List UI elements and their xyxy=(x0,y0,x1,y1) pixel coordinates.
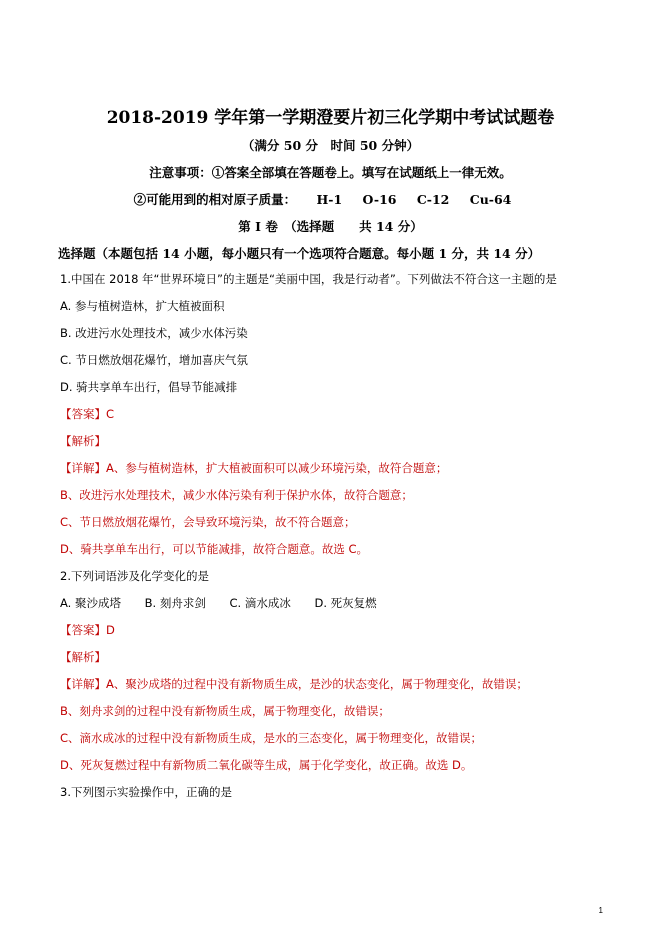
question-2-stem: 2.下列词语涉及化学变化的是 xyxy=(60,569,209,583)
page-number: 1 xyxy=(598,906,603,915)
question-2-option-d: D. 死灰复燃 xyxy=(314,596,377,610)
question-1-detail-d: D、骑共享单车出行，可以节能减排，故符合题意。故选 C。 xyxy=(60,542,369,556)
part-heading: 第 I 卷 （选择题 共 14 分） xyxy=(238,219,423,234)
question-1-stem: 1.中国在 2018 年“世界环境日”的主题是“美丽中国，我是行动者”。下列做法不符合这一主题的是 xyxy=(60,272,557,286)
question-2-options xyxy=(60,595,377,611)
question-1-option-c: C. 节日燃放烟花爆竹，增加喜庆气氛 xyxy=(60,353,248,367)
atomic-mass-h: H-1 xyxy=(316,192,343,207)
question-1-analysis-label: 【解析】 xyxy=(60,434,106,448)
question-2-detail-a: 【详解】A、聚沙成塔的过程中没有新物质生成，是沙的状态变化，属于物理变化，故错误； xyxy=(60,677,528,691)
notes-prefix: ②可能用到的相对原子质量： xyxy=(133,192,297,207)
notes-line-1: 注意事项：①答案全部填在答题卷上。填写在试题纸上一律无效。 xyxy=(149,165,512,180)
question-2-analysis-label: 【解析】 xyxy=(60,650,106,664)
atomic-mass-c: C-12 xyxy=(416,192,450,207)
question-2-detail-c: C、滴水成冰的过程中没有新物质生成，是水的三态变化，属于物理变化，故错误； xyxy=(60,731,483,745)
exam-subtitle: （满分 50 分 时间 50 分钟） xyxy=(241,138,420,153)
question-2-detail-b: B、刻舟求剑的过程中没有新物质生成，属于物理变化，故错误； xyxy=(60,704,390,718)
question-1-option-d: D. 骑共享单车出行，倡导节能减排 xyxy=(60,380,238,394)
question-1-detail-a: 【详解】A、参与植树造林，扩大植被面积可以减少环境污染，故符合题意； xyxy=(60,461,448,475)
section-heading: 选择题（本题包括 14 小题，每小题只有一个选项符合题意。每小题 1 分，共 14 分） xyxy=(58,246,541,261)
question-2-option-b: B. 刻舟求剑 xyxy=(144,596,206,610)
question-2-option-c: C. 滴水成冰 xyxy=(229,596,291,610)
notes-line-2 xyxy=(0,190,661,208)
question-2-detail-d: D、死灰复燃过程中有新物质二氧化碳等生成，属于化学变化，故正确。故选 D。 xyxy=(60,758,473,772)
question-2-option-a: A. 聚沙成塔 xyxy=(60,596,121,610)
atomic-mass-o: O-16 xyxy=(362,192,397,207)
question-3-stem: 3.下列图示实验操作中，正确的是 xyxy=(60,785,232,799)
question-1-detail-c: C、节日燃放烟花爆竹，会导致环境污染，故不符合题意； xyxy=(60,515,356,529)
question-1-detail-b: B、改进污水处理技术，减少水体污染有利于保护水体，故符合题意； xyxy=(60,488,413,502)
question-1-answer: 【答案】C xyxy=(60,407,115,421)
atomic-mass-cu: Cu-64 xyxy=(469,192,512,207)
page-title: 2018-2019 学年第一学期澄要片初三化学期中考试试题卷 xyxy=(106,108,555,128)
question-1-option-b: B. 改进污水处理技术，减少水体污染 xyxy=(60,326,248,340)
question-2-answer: 【答案】D xyxy=(60,623,115,637)
question-1-option-a: A. 参与植树造林，扩大植被面积 xyxy=(60,299,225,313)
